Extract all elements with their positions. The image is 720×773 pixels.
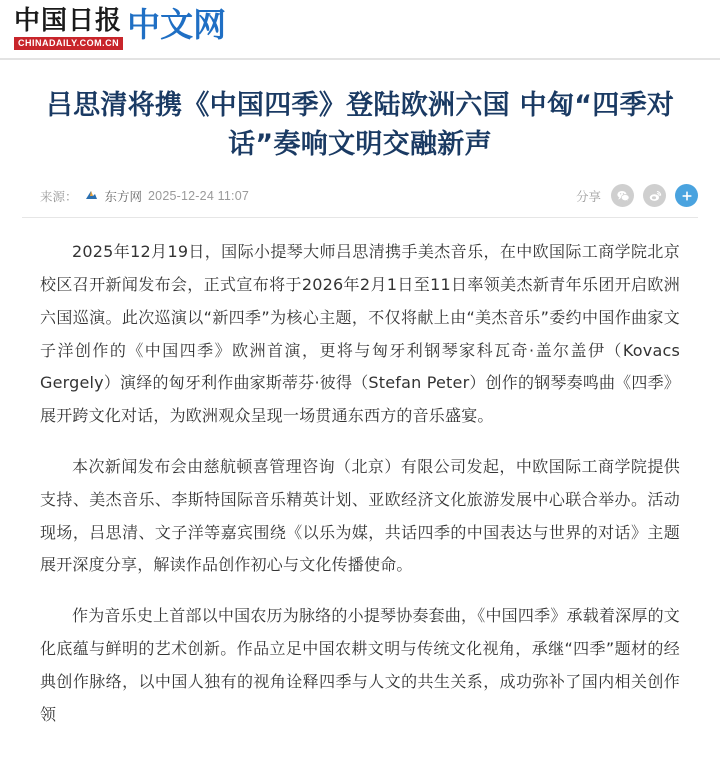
paragraph: 作为音乐史上首部以中国农历为脉络的小提琴协奏套曲，《中国四季》承载着深厚的文化底蕴与鲜明的艺术创新。作品立足中国农耕文明与传统文化视角，承继“四季”题材的经典创作脉络，以中国人独有的视角诠释四季与人文的共生关系，成功弥补了国内相关创作领 [40, 606, 680, 724]
paragraph: 本次新闻发布会由慈航顿喜管理咨询（北京）有限公司发起，中欧国际工商学院提供支持、美杰音乐、李斯特国际音乐精英计划、亚欧经济文化旅游发展中心联合举办。活动现场，吕思清、文子洋等嘉宾围绕《以乐为媒，共话四季的中国表达与世界的对话》主题展开深度分享，解读作品创作初心与文化传播使命。 [40, 457, 680, 575]
logo-chinese-site-text: 中文网 [127, 5, 227, 44]
publish-time: 2025-12-24 11:07 [148, 188, 249, 203]
logo-chinese-block [14, 6, 123, 50]
source-name[interactable]: 东方网 [104, 189, 143, 204]
logo-chinadaily-text: 中国日报 [14, 6, 123, 36]
share-label: 分享 [575, 189, 601, 204]
logo-url-badge: CHINADAILY.COM.CN [14, 37, 123, 50]
share-group [576, 184, 698, 207]
wechat-share-icon[interactable] [611, 184, 634, 207]
meta-source-group [40, 187, 249, 205]
more-share-icon[interactable] [675, 184, 698, 207]
source-logo-icon [84, 188, 99, 203]
article-body [0, 218, 720, 773]
site-header [0, 0, 720, 56]
page-title: 吕思清将携《中国四季》登陆欧洲六国 中匈“四季对话”奏响文明交融新声 [45, 90, 675, 161]
site-logo[interactable] [14, 6, 226, 50]
paragraph: 2025年12月19日，国际小提琴大师吕思清携手美杰音乐，在中欧国际工商学院北京校区召开新闻发布会，正式宣布将于2026年2月1日至11日率领美杰新青年乐团开启欧洲六国巡演。此次巡演以“新四季”为核心主题，不仅将献上由“美杰音乐”委约中国作曲家文子洋创作的《中国四季》欧洲首演，更将与匈牙利钢琴家科瓦奇·盖尔盖伊（Kovacs Gergely）演绎的匈牙利作曲家斯蒂芬·彼得（Stefan Peter）创作的钢琴奏鸣曲《四季》展开跨文化对话，为欧洲观众呈现一场贯通东西方的音乐盛宴。 [40, 242, 680, 426]
weibo-share-icon[interactable] [643, 184, 666, 207]
article-meta [0, 170, 720, 217]
source-label: 来源： [40, 189, 78, 204]
title-section [0, 60, 720, 170]
